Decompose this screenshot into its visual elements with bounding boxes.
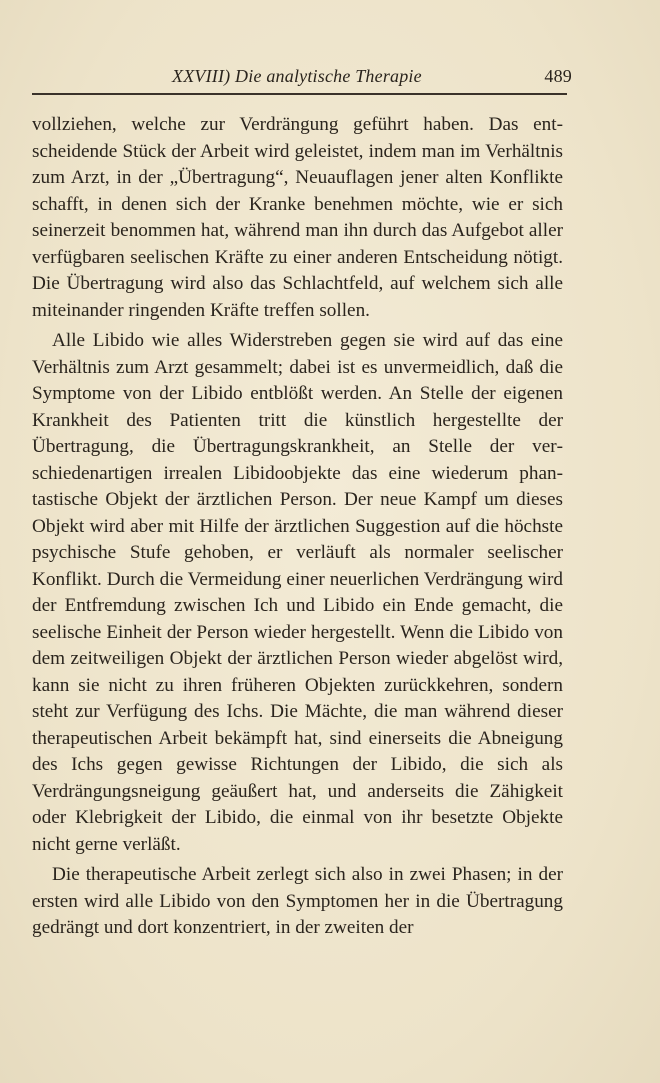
paragraph-continuation: vollziehen, welche zur Verdrängung geführt haben. Das entscheidende Stück der Arbeit wird geleistet, indem man im Verhältnis zum Arzt, in der „Übertragung“, Neuauflagen jener alten Konflikte schafft, in denen sich der Kranke benehmen möchte, wie er sich seinerzeit benommen hat, während man ihn durch das Aufgebot aller verfügbaren seelischen Kräfte zu einer anderen Entscheidung nötigt. Die Übertragung wird also das Schlachtfeld, auf welchem sich alle miteinander ringenden Kräfte treffen sollen. [32,114,563,321]
header-rule [32,93,567,95]
running-header [172,66,572,94]
chapter-title: XXVIII) Die analytische Therapie [172,66,422,86]
body-text [32,112,563,946]
paragraph: Alle Libido wie alles Widerstreben gegen sie wird auf das eine Verhältnis zum Arzt gesammelt; dabei ist es unvermeidlich, daß die Symptome von der Libido entblößt werden. An Stelle der eigenen Krankheit des Patienten tritt die künstlich hergestellte der Übertragung, die Übertragungskrankheit, an Stelle der verschiedenartigen irrealen Libidoobjekte das eine wiederum phantastische Objekt der ärztlichen Person. Der neue Kampf um dieses Objekt wird aber mit Hilfe der ärztlichen Suggestion auf die höchste psychische Stufe gehoben, er verläuft als normaler seelischer Konflikt. Durch die Vermeidung einer neuerlichen Verdrängung wird der Entfremdung zwischen Ich und Libido ein Ende gemacht, die seelische Einheit der Person wieder hergestellt. Wenn die Libido von dem zeitweiligen Objekt der ärztlichen Person wieder abgelöst wird, kann sie nicht zu ihren früheren Objekten zurückkehren, sondern steht zur Verfügung des Ichs. Die Mächte, die man während dieser therapeutischen Arbeit bekämpft hat, sind einerseits die Abneigung des Ichs gegen gewisse Richtungen der Libido, die sich als Verdrängungsneigung geäußert hat, und anderseits die Zähigkeit oder Klebrigkeit der Libido, die einmal von ihr besetzte Objekte nicht gerne verläßt. [32,330,563,855]
page-number: 489 [544,66,572,86]
paragraph: Die therapeutische Arbeit zerlegt sich also in zwei Phasen; in der ersten wird alle Libido von den Symptomen her in die Übertragung gedrängt und dort konzentriert, in der zweiten der [32,864,563,938]
